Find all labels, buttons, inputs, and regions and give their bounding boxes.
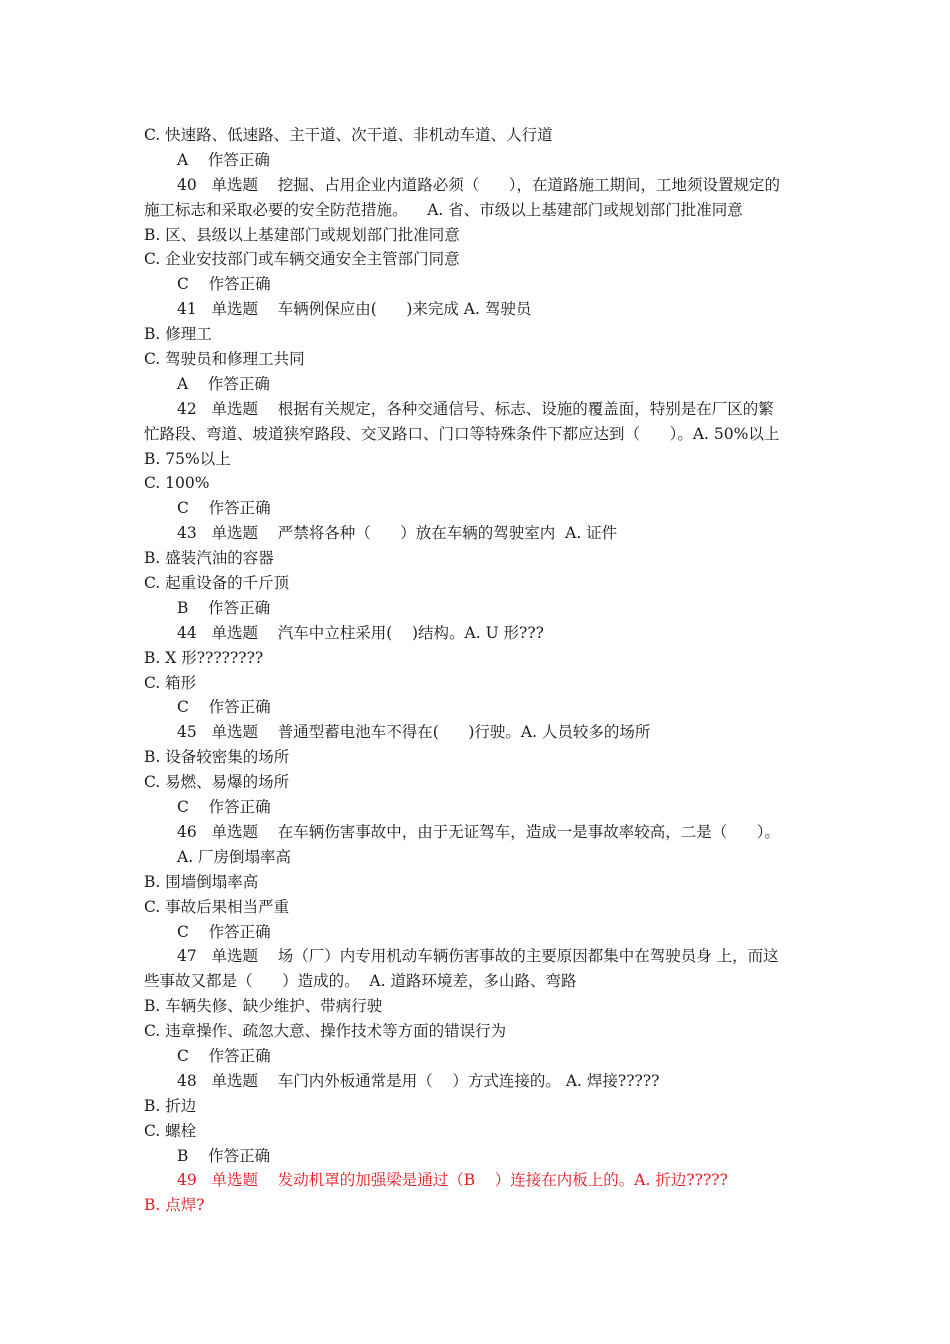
text-line: A 作答正确 [177,150,270,169]
text-line: 46 单选题 在车辆伤害事故中，由于无证驾车，造成一是事故率较高，二是（ ）。 [177,822,781,841]
text-line: A 作答正确 [177,374,270,393]
text-line: B. 区、县级以上基建部门或规划部门批准同意 [144,225,460,244]
text-line: C. 违章操作、疏忽大意、操作技术等方面的错误行为 [144,1022,507,1041]
text-line: B. 围墙倒塌率高 [144,872,259,891]
text-line: B. 修理工 [144,325,212,344]
text-line: 47 单选题 场（厂）内专用机动车辆伤害事故的主要原因都集中在驾驶员身 上，而这 [177,947,779,966]
text-line: C. 螺栓 [144,1121,197,1140]
text-line: 44 单选题 汽车中立柱采用( )结构。A. U 形??? [177,623,544,642]
text-line: C 作答正确 [177,499,271,518]
text-line: C 作答正确 [177,798,271,817]
text-line: B. 75%以上 [144,449,231,468]
text-line: B. 设备较密集的场所 [144,748,290,767]
text-line: B. X 形???????? [144,648,264,667]
text-line: C. 起重设备的千斤顶 [144,574,290,593]
text-line: C 作答正确 [177,1046,271,1065]
text-line: C 作答正确 [177,922,271,941]
text-line: C. 100% [144,474,210,493]
text-line: 48 单选题 车门内外板通常是用（ ）方式连接的。 A. 焊接????? [177,1071,660,1090]
text-line: A. 厂房倒塌率高 [177,847,292,866]
text-line: 43 单选题 严禁将各种（ ）放在车辆的驾驶室内 A. 证件 [177,524,618,543]
text-line: C. 事故后果相当严重 [144,897,290,916]
text-line: 40 单选题 挖掘、占用企业内道路必须（ ），在道路施工期间，工地须设置规定的 [177,175,781,194]
text-line: B 作答正确 [177,598,271,617]
text-line: C 作答正确 [177,275,271,294]
text-line: B. 点焊? [144,1196,205,1215]
text-line: 45 单选题 普通型蓄电池车不得在( )行驶。A. 人员较多的场所 [177,723,651,742]
text-line: 忙路段、弯道、坡道狭窄路段、交叉路口、门口等特殊条件下都应达到（ ）。A. 50%以上 [144,424,780,443]
text-line: C. 企业安技部门或车辆交通安全主管部门同意 [144,250,460,269]
text-line: 49 单选题 发动机罩的加强梁是通过（B ）连接在内板上的。A. 折边????? [177,1171,728,1190]
text-line: 些事故又都是（ ）造成的。 A. 道路环境差，多山路、弯路 [144,972,577,991]
text-line: C. 驾驶员和修理工共同 [144,350,305,369]
text-line: C. 快速路、低速路、主干道、次干道、非机动车道、人行道 [144,126,553,144]
text-line: B. 车辆失修、缺少维护、带病行驶 [144,997,383,1016]
document-body [144,123,810,1218]
text-line: B 作答正确 [177,1146,271,1165]
text-line: C 作答正确 [177,698,271,717]
text-line: B. 盛装汽油的容器 [144,549,274,568]
text-line: 42 单选题 根据有关规定，各种交通信号、标志、设施的覆盖面，特别是在厂区的繁 [177,399,774,418]
text-line: 施工标志和采取必要的安全防范措施。 A. 省、市级以上基建部门或规划部门批准同意 [144,200,743,219]
text-line: B. 折边 [144,1096,197,1115]
text-line: 41 单选题 车辆例保应由( )来完成 A. 驾驶员 [177,300,532,319]
text-line: C. 易燃、易爆的场所 [144,773,290,792]
text-line: C. 箱形 [144,673,197,692]
